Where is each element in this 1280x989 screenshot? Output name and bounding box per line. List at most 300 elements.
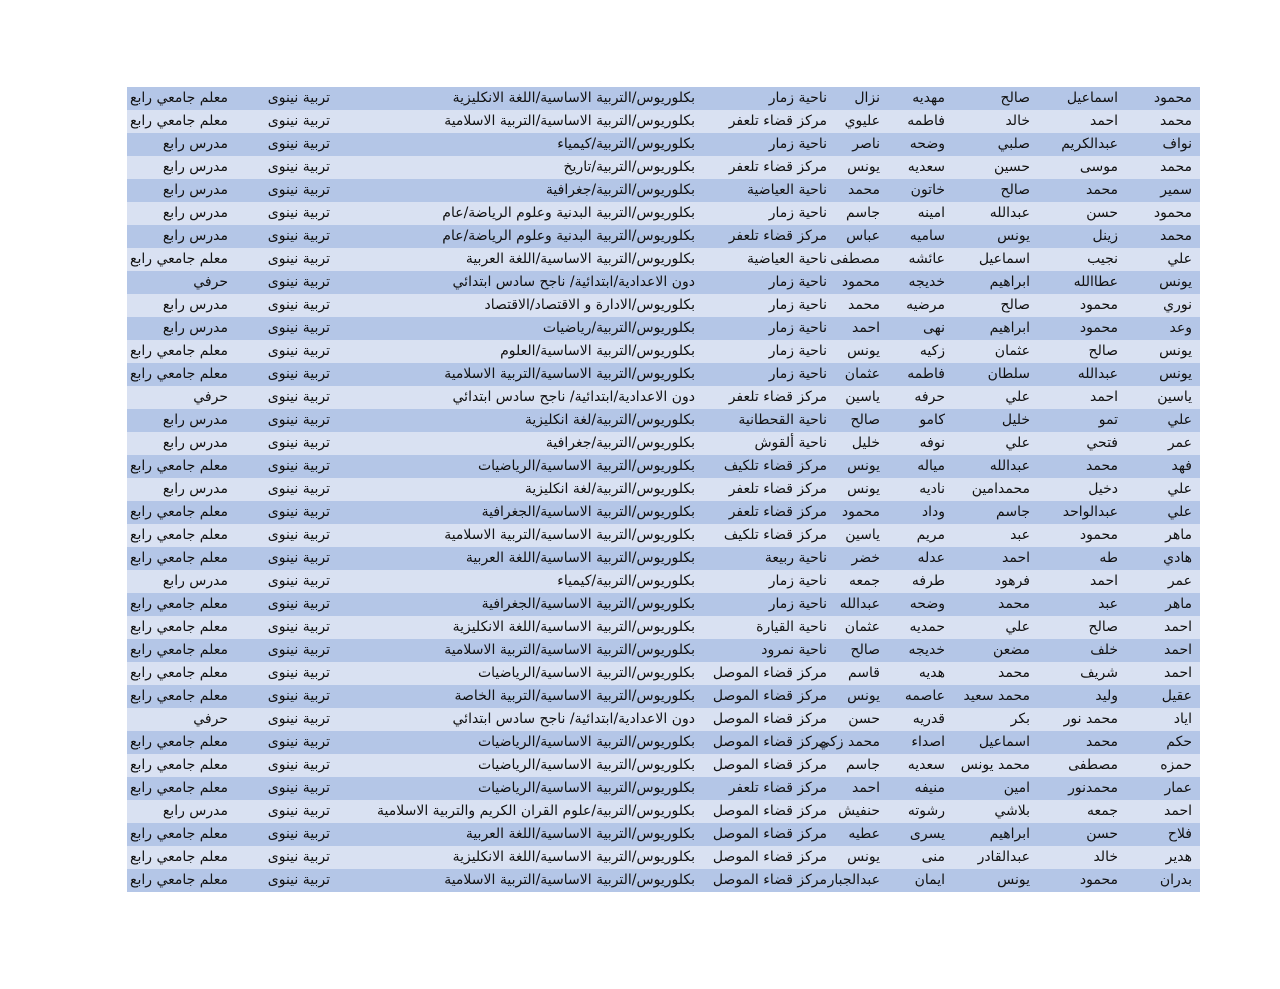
job-title-cell: معلم جامعي رابع [130,642,228,658]
directorate-cell: تربية نينوى [267,320,330,336]
table-row [127,731,1200,754]
name-cell: احمد [1164,803,1192,819]
name-cell: اياد [1173,711,1192,727]
job-title-cell: مدرس رابع [162,481,228,497]
father-name-cell: محمود [1079,527,1118,543]
area-cell: مركز قضاء الموصل [712,803,827,819]
name-cell: حكم [1166,734,1192,750]
area-cell: ناحية زمار [768,343,827,359]
mother-name-cell: ايمان [914,872,945,888]
mother-father-name-cell: حسن [848,711,880,727]
area-cell: مركز قضاء تلعفر [728,481,827,497]
grandfather-name-cell: صالح [1000,90,1030,106]
grandfather-name-cell: محمدامين [971,481,1030,497]
directorate-cell: تربية نينوى [267,826,330,842]
grandfather-name-cell: خليل [1001,412,1030,428]
father-name-cell: زينل [1092,228,1118,244]
directorate-cell: تربية نينوى [267,757,330,773]
qualification-cell: بكلوريوس/التربية الاساسية/الرياضيات [477,780,695,796]
qualification-cell: بكلوريوس/التربية الاساسية/الجغرافية [481,596,695,612]
mother-name-cell: مهديه [912,90,945,106]
name-cell: علي [1167,412,1192,428]
father-name-cell: صالح [1088,619,1118,635]
father-name-cell: محمد [1086,458,1118,474]
mother-name-cell: وضحه [909,596,945,612]
area-cell: ناحية زمار [768,136,827,152]
job-title-cell: مدرس رابع [162,159,228,175]
directorate-cell: تربية نينوى [267,159,330,175]
table-row [127,478,1200,501]
mother-father-name-cell: حنفيش [837,803,880,819]
table-row [127,616,1200,639]
grandfather-name-cell: محمد يونس [960,757,1030,773]
mother-father-name-cell: عليوي [844,113,880,129]
area-cell: مركز قضاء تلعفر [728,228,827,244]
name-cell: عمار [1164,780,1192,796]
mother-father-name-cell: ياسين [845,527,880,543]
mother-name-cell: كامو [919,412,945,428]
father-name-cell: محمد [1086,182,1118,198]
area-cell: مركز قضاء تلكيف [723,527,827,543]
qualification-cell: بكلوريوس/التربية البدنية وعلوم الرياضة/عام [442,205,695,221]
area-cell: ناحية ربيعة [764,550,827,566]
table-row [127,225,1200,248]
name-cell: ياسين [1157,389,1192,405]
job-title-cell: معلم جامعي رابع [130,90,228,106]
mother-name-cell: سعديه [907,757,945,773]
grandfather-name-cell: عثمان [994,343,1030,359]
directorate-cell: تربية نينوى [267,527,330,543]
area-cell: ناحية زمار [768,274,827,290]
mother-name-cell: وداد [921,504,945,520]
area-cell: ناحية زمار [768,320,827,336]
grandfather-name-cell: صالح [1000,182,1030,198]
name-cell: علي [1167,481,1192,497]
grandfather-name-cell: مضعن [992,642,1030,658]
mother-name-cell: ناديه [919,481,945,497]
grandfather-name-cell: علي [1005,619,1030,635]
mother-name-cell: وضحه [909,136,945,152]
qualification-cell: بكلوريوس/التربية الاساسية/التربية الخاصة [454,688,695,704]
job-title-cell: مدرس رابع [162,320,228,336]
mother-father-name-cell: عبدالجبار [827,872,880,888]
grandfather-name-cell: بلاشي [994,803,1030,819]
directorate-cell: تربية نينوى [267,504,330,520]
directorate-cell: تربية نينوى [267,688,330,704]
job-title-cell: معلم جامعي رابع [130,665,228,681]
job-title-cell: معلم جامعي رابع [130,757,228,773]
job-title-cell: مدرس رابع [162,182,228,198]
area-cell: مركز قضاء تلعفر [728,113,827,129]
table-row [127,294,1200,317]
qualification-cell: بكلوريوس/التربية الاساسية/اللغة العربية [465,826,695,842]
mother-name-cell: سعديه [907,159,945,175]
father-name-cell: حسن [1086,826,1118,842]
father-name-cell: عطاالله [1073,274,1118,290]
table-row [127,156,1200,179]
qualification-cell: بكلوريوس/الادارة و الاقتصاد/الاقتصاد [484,297,695,313]
mother-father-name-cell: ناصر [852,136,880,152]
mother-name-cell: نوفه [919,435,945,451]
mother-name-cell: طرفه [911,573,945,589]
table-row [127,179,1200,202]
grandfather-name-cell: عبدالقادر [977,849,1030,865]
grandfather-name-cell: عبدالله [989,205,1030,221]
qualification-cell: بكلوريوس/التربية الاساسية/الرياضيات [477,458,695,474]
mother-name-cell: فاطمه [907,113,945,129]
qualification-cell: بكلوريوس/التربية الاساسية/الجغرافية [481,504,695,520]
name-cell: ماهر [1165,596,1192,612]
name-cell: سمير [1160,182,1192,198]
father-name-cell: محمد [1086,734,1118,750]
directorate-cell: تربية نينوى [267,412,330,428]
job-title-cell: مدرس رابع [162,228,228,244]
table-row [127,662,1200,685]
name-cell: عمر [1167,573,1192,589]
mother-father-name-cell: خليل [851,435,880,451]
area-cell: مركز قضاء الموصل [712,849,827,865]
mother-name-cell: مرضيه [906,297,945,313]
grandfather-name-cell: ابراهيم [989,274,1030,290]
qualification-cell: بكلوريوس/التربية الاساسية/التربية الاسلامية [444,642,695,658]
table-row [127,524,1200,547]
mother-name-cell: هديه [918,665,945,681]
mother-name-cell: ساميه [909,228,945,244]
father-name-cell: خلف [1090,642,1118,658]
father-name-cell: محمود [1079,297,1118,313]
father-name-cell: محمد نور [1063,711,1118,727]
mother-name-cell: فاطمه [907,366,945,382]
directorate-cell: تربية نينوى [267,435,330,451]
father-name-cell: مصطفى [1068,757,1118,773]
area-cell: ناحية العياضية [746,251,827,267]
job-title-cell: معلم جامعي رابع [130,527,228,543]
grandfather-name-cell: يونس [997,228,1030,244]
area-cell: مركز قضاء تلعفر [728,389,827,405]
grandfather-name-cell: احمد [1002,550,1030,566]
table-row [127,340,1200,363]
mother-father-name-cell: محمد [848,297,880,313]
mother-name-cell: زكيه [919,343,945,359]
mother-father-name-cell: احمد [852,780,880,796]
mother-name-cell: رشوته [907,803,945,819]
directorate-cell: تربية نينوى [267,665,330,681]
father-name-cell: نجيب [1087,251,1118,267]
area-cell: ناحية العياضية [746,182,827,198]
grandfather-name-cell: ابراهيم [989,826,1030,842]
mother-father-name-cell: عبدالله [839,596,880,612]
qualification-cell: بكلوريوس/التربية/جغرافية [545,435,695,451]
father-name-cell: جمعه [1086,803,1118,819]
name-cell: نواف [1162,136,1192,152]
job-title-cell: معلم جامعي رابع [130,113,228,129]
table-row [127,708,1200,731]
table-row [127,317,1200,340]
job-title-cell: معلم جامعي رابع [130,734,228,750]
table-row [127,754,1200,777]
area-cell: ناحية القيارة [756,619,827,635]
area-cell: مركز قضاء الموصل [712,826,827,842]
mother-father-name-cell: يونس [847,481,880,497]
grandfather-name-cell: محمد [998,596,1030,612]
table-row [127,593,1200,616]
qualification-cell: دون الاعدادية/ابتدائية/ ناجح سادس ابتدائي [452,711,695,727]
directorate-cell: تربية نينوى [267,596,330,612]
name-cell: يونس [1159,274,1192,290]
mother-father-name-cell: محمد زكي [818,734,880,750]
qualification-cell: بكلوريوس/التربية الاساسية/التربية الاسلامية [444,527,695,543]
table-row [127,133,1200,156]
area-cell: ناحية زمار [768,366,827,382]
directorate-cell: تربية نينوى [267,228,330,244]
name-cell: محمد [1160,159,1192,175]
mother-name-cell: عدله [917,550,945,566]
name-cell: هدير [1165,849,1192,865]
grandfather-name-cell: سلطان [987,366,1030,382]
mother-name-cell: امينه [917,205,945,221]
table-row [127,547,1200,570]
grandfather-name-cell: علي [1005,435,1030,451]
name-cell: فلاح [1167,826,1192,842]
grandfather-name-cell: محمد [998,665,1030,681]
grandfather-name-cell: صلبي [997,136,1030,152]
job-title-cell: معلم جامعي رابع [130,550,228,566]
area-cell: ناحية زمار [768,573,827,589]
name-cell: هادي [1163,550,1192,566]
table-row [127,202,1200,225]
father-name-cell: عبدالكريم [1061,136,1118,152]
mother-father-name-cell: يونس [847,849,880,865]
area-cell: مركز قضاء الموصل [712,711,827,727]
mother-name-cell: قدريه [912,711,945,727]
directorate-cell: تربية نينوى [267,619,330,635]
mother-father-name-cell: قاسم [847,665,880,681]
grandfather-name-cell: خالد [1005,113,1030,129]
name-cell: محمود [1153,205,1192,221]
area-cell: ناحية زمار [768,90,827,106]
name-cell: فهد [1171,458,1192,474]
job-title-cell: حرفي [193,711,228,727]
qualification-cell: دون الاعدادية/ابتدائية/ ناجح سادس ابتدائي [452,274,695,290]
grandfather-name-cell: جاسم [996,504,1030,520]
father-name-cell: احمد [1090,573,1118,589]
table-row [127,501,1200,524]
father-name-cell: عبدالله [1077,366,1118,382]
table-row [127,386,1200,409]
area-cell: ناحية القحطانية [738,412,827,428]
mother-father-name-cell: جاسم [846,205,880,221]
father-name-cell: محمدنور [1068,780,1118,796]
directorate-cell: تربية نينوى [267,458,330,474]
table-row [127,87,1200,110]
directorate-cell: تربية نينوى [267,803,330,819]
mother-father-name-cell: خضر [851,550,880,566]
area-cell: مركز قضاء الموصل [712,734,827,750]
name-cell: عمر [1167,435,1192,451]
qualification-cell: بكلوريوس/التربية الاساسية/اللغة الانكليزية [452,849,695,865]
grandfather-name-cell: صالح [1000,297,1030,313]
directorate-cell: تربية نينوى [267,573,330,589]
grandfather-name-cell: محمد سعيد [963,688,1030,704]
mother-name-cell: مياله [917,458,945,474]
directorate-cell: تربية نينوى [267,343,330,359]
area-cell: ناحية زمار [768,596,827,612]
father-name-cell: وليد [1095,688,1118,704]
name-cell: يونس [1159,343,1192,359]
area-cell: ناحية نمرود [761,642,827,658]
table-row [127,800,1200,823]
father-name-cell: عبدالواحد [1062,504,1118,520]
table-row [127,110,1200,133]
mother-father-name-cell: محمود [841,504,880,520]
directorate-cell: تربية نينوى [267,113,330,129]
area-cell: مركز قضاء تلعفر [728,159,827,175]
job-title-cell: معلم جامعي رابع [130,688,228,704]
father-name-cell: صالح [1088,343,1118,359]
job-title-cell: مدرس رابع [162,412,228,428]
father-name-cell: محمود [1079,320,1118,336]
father-name-cell: خالد [1093,849,1118,865]
job-title-cell: معلم جامعي رابع [130,458,228,474]
mother-father-name-cell: صالح [850,412,880,428]
qualification-cell: بكلوريوس/التربية الاساسية/العلوم [500,343,695,359]
table-row [127,846,1200,869]
directorate-cell: تربية نينوى [267,251,330,267]
directorate-cell: تربية نينوى [267,872,330,888]
qualification-cell: بكلوريوس/التربية الاساسية/اللغة العربية [465,550,695,566]
job-title-cell: مدرس رابع [162,803,228,819]
father-name-cell: حسن [1086,205,1118,221]
directorate-cell: تربية نينوى [267,849,330,865]
job-title-cell: معلم جامعي رابع [130,596,228,612]
mother-father-name-cell: يونس [847,159,880,175]
directorate-cell: تربية نينوى [267,297,330,313]
table-row [127,570,1200,593]
mother-father-name-cell: عباس [846,228,880,244]
mother-name-cell: منى [921,849,945,865]
mother-name-cell: حرفه [914,389,945,405]
name-cell: بدران [1159,872,1192,888]
grandfather-name-cell: اسماعيل [978,251,1030,267]
name-cell: عقيل [1161,688,1192,704]
table-row [127,869,1200,892]
mother-father-name-cell: محمود [841,274,880,290]
mother-father-name-cell: صالح [850,642,880,658]
job-title-cell: مدرس رابع [162,435,228,451]
table-row [127,409,1200,432]
mother-name-cell: عائشه [908,251,945,267]
directorate-cell: تربية نينوى [267,711,330,727]
qualification-cell: بكلوريوس/التربية الاساسية/الرياضيات [477,734,695,750]
grandfather-name-cell: اسماعيل [978,734,1030,750]
directorate-cell: تربية نينوى [267,136,330,152]
name-cell: حمزه [1160,757,1192,773]
qualification-cell: بكلوريوس/التربية/كيمياء [557,573,695,589]
father-name-cell: محمود [1079,872,1118,888]
directorate-cell: تربية نينوى [267,734,330,750]
job-title-cell: معلم جامعي رابع [130,619,228,635]
area-cell: مركز قضاء الموصل [712,872,827,888]
job-title-cell: معلم جامعي رابع [130,872,228,888]
area-cell: مركز قضاء الموصل [712,688,827,704]
job-title-cell: معلم جامعي رابع [130,504,228,520]
father-name-cell: تمو [1098,412,1118,428]
area-cell: مركز قضاء تلعفر [728,780,827,796]
grandfather-name-cell: يونس [997,872,1030,888]
job-title-cell: مدرس رابع [162,573,228,589]
area-cell: ناحية زمار [768,297,827,313]
qualification-cell: بكلوريوس/التربية/لغة انكليزية [524,481,695,497]
mother-name-cell: منيفه [914,780,945,796]
job-title-cell: معلم جامعي رابع [130,780,228,796]
name-cell: محمد [1160,113,1192,129]
area-cell: ناحية زمار [768,205,827,221]
father-name-cell: فتحي [1086,435,1118,451]
mother-father-name-cell: عثمان [844,619,880,635]
qualification-cell: بكلوريوس/التربية/تاريخ [563,159,695,175]
mother-father-name-cell: محمد [848,182,880,198]
qualification-cell: بكلوريوس/التربية الاساسية/التربية الاسلامية [444,113,695,129]
mother-father-name-cell: جاسم [846,757,880,773]
name-cell: علي [1167,251,1192,267]
mother-name-cell: اصداء [911,734,945,750]
directorate-cell: تربية نينوى [267,366,330,382]
area-cell: مركز قضاء تلكيف [723,458,827,474]
mother-father-name-cell: مصطفى [830,251,880,267]
area-cell: مركز قضاء تلعفر [728,504,827,520]
table-row [127,685,1200,708]
grandfather-name-cell: علي [1005,389,1030,405]
table-row [127,271,1200,294]
job-title-cell: حرفي [193,274,228,290]
father-name-cell: موسى [1079,159,1118,175]
qualification-cell: بكلوريوس/التربية/لغة انكليزية [524,412,695,428]
name-cell: احمد [1164,665,1192,681]
father-name-cell: اسماعيل [1066,90,1118,106]
qualification-cell: بكلوريوس/التربية الاساسية/اللغة الانكليزية [452,90,695,106]
spreadsheet-table [127,87,1200,892]
mother-name-cell: عاصمه [904,688,945,704]
name-cell: يونس [1159,366,1192,382]
qualification-cell: بكلوريوس/التربية البدنية وعلوم الرياضة/عام [442,228,695,244]
qualification-cell: بكلوريوس/التربية الاساسية/اللغة الانكليزية [452,619,695,635]
job-title-cell: مدرس رابع [162,297,228,313]
father-name-cell: عبد [1098,596,1118,612]
mother-father-name-cell: يونس [847,343,880,359]
job-title-cell: معلم جامعي رابع [130,343,228,359]
mother-father-name-cell: عثمان [844,366,880,382]
directorate-cell: تربية نينوى [267,205,330,221]
mother-father-name-cell: نزال [854,90,880,106]
table-row [127,432,1200,455]
father-name-cell: احمد [1090,113,1118,129]
name-cell: احمد [1164,619,1192,635]
mother-name-cell: مريم [916,527,945,543]
qualification-cell: بكلوريوس/التربية الاساسية/اللغة العربية [465,251,695,267]
area-cell: مركز قضاء الموصل [712,665,827,681]
mother-name-cell: حمديه [909,619,945,635]
mother-father-name-cell: عطيه [848,826,880,842]
qualification-cell: بكلوريوس/التربية الاساسية/الرياضيات [477,665,695,681]
job-title-cell: مدرس رابع [162,136,228,152]
name-cell: ماهر [1165,527,1192,543]
name-cell: نوري [1163,297,1192,313]
name-cell: محمد [1160,228,1192,244]
mother-father-name-cell: يونس [847,688,880,704]
job-title-cell: معلم جامعي رابع [130,826,228,842]
directorate-cell: تربية نينوى [267,550,330,566]
table-row [127,777,1200,800]
